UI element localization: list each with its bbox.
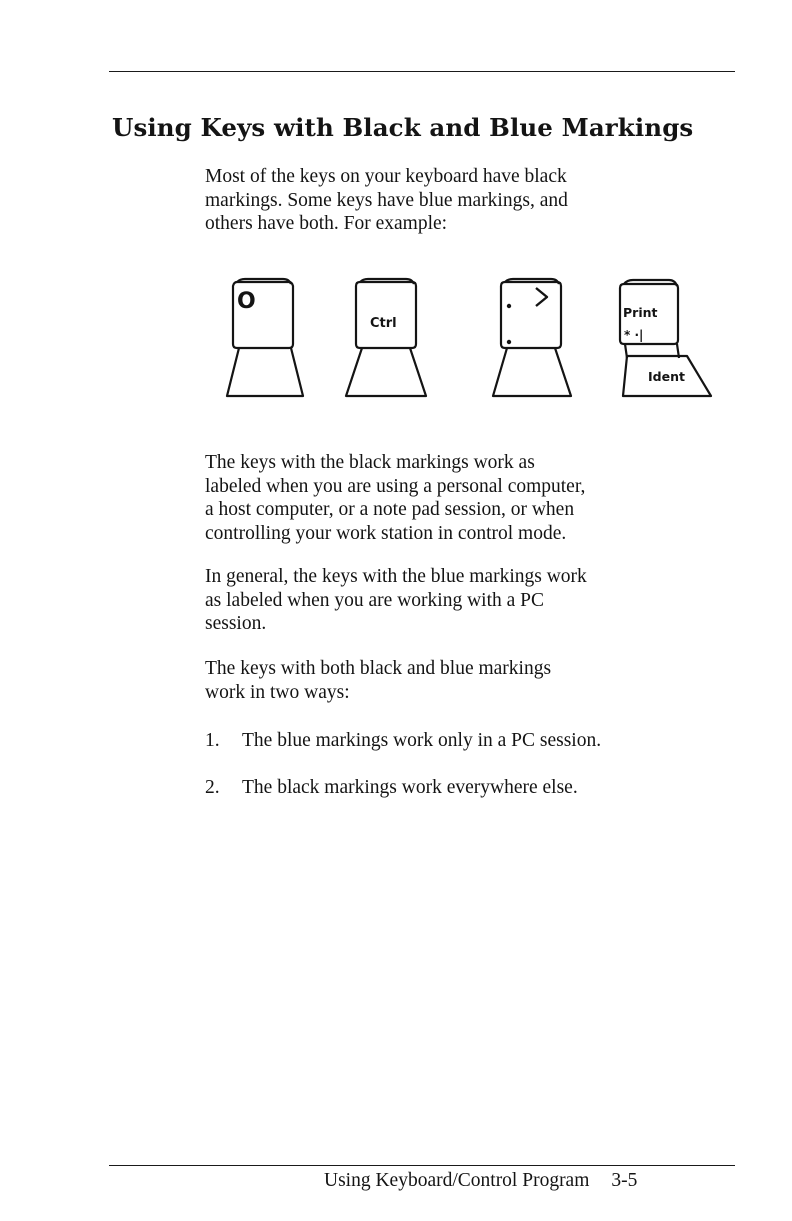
paragraph-line: work in two ways:: [205, 681, 350, 703]
top-rule: [109, 71, 735, 72]
intro-paragraph: [205, 165, 740, 236]
list-text: The black markings work everywhere else.: [242, 777, 578, 799]
list-item: [205, 729, 601, 753]
list-text: The blue markings work only in a PC session.: [242, 730, 602, 751]
page-number: 3-5: [611, 1170, 638, 1191]
key-label-ident: Ident: [648, 369, 685, 384]
both-markings-paragraph: [205, 657, 551, 704]
key-ctrl: [346, 279, 426, 396]
intro-line: markings. Some keys have blue markings, and: [205, 189, 568, 211]
blue-markings-paragraph: [205, 565, 587, 636]
intro-line: others have both. For example:: [205, 213, 448, 235]
key-dot-bottom: [507, 340, 511, 344]
list-number: 2.: [205, 777, 220, 799]
section-heading: Using Keys with Black and Blue Markings: [112, 113, 694, 142]
bottom-rule: [109, 1165, 735, 1166]
key-dot-top: [507, 304, 511, 308]
list-number: 1.: [205, 730, 220, 751]
page-footer: [324, 1170, 637, 1192]
paragraph-line: The keys with the black markings work as: [205, 452, 535, 473]
key-period: [493, 279, 571, 396]
intro-line: Most of the keys on your keyboard have black: [205, 166, 567, 187]
paragraph-line: session.: [205, 613, 267, 635]
list-item: [205, 776, 601, 800]
numbered-list: [205, 729, 601, 823]
paragraph-line: The keys with both black and blue markings: [205, 658, 552, 679]
paragraph-line: In general, the keys with the blue markings work: [205, 566, 587, 587]
paragraph-line: labeled when you are using a personal computer,: [205, 475, 586, 497]
paragraph-line: a host computer, or a note pad session, or when: [205, 499, 575, 521]
key-label-ctrl: Ctrl: [370, 316, 397, 331]
paragraph-line: as labeled when you are working with a PC: [205, 589, 545, 611]
black-markings-paragraph: [205, 451, 585, 545]
key-label-print-mid: * ·|: [624, 328, 644, 342]
keycaps-figure: [225, 276, 715, 406]
paragraph-line: controlling your work station in control mode.: [205, 522, 567, 544]
key-label-print: Print: [623, 305, 658, 320]
footer-title: Using Keyboard/Control Program: [324, 1170, 590, 1191]
key-illustrations: [225, 276, 715, 406]
key-label-o: O: [237, 289, 256, 314]
